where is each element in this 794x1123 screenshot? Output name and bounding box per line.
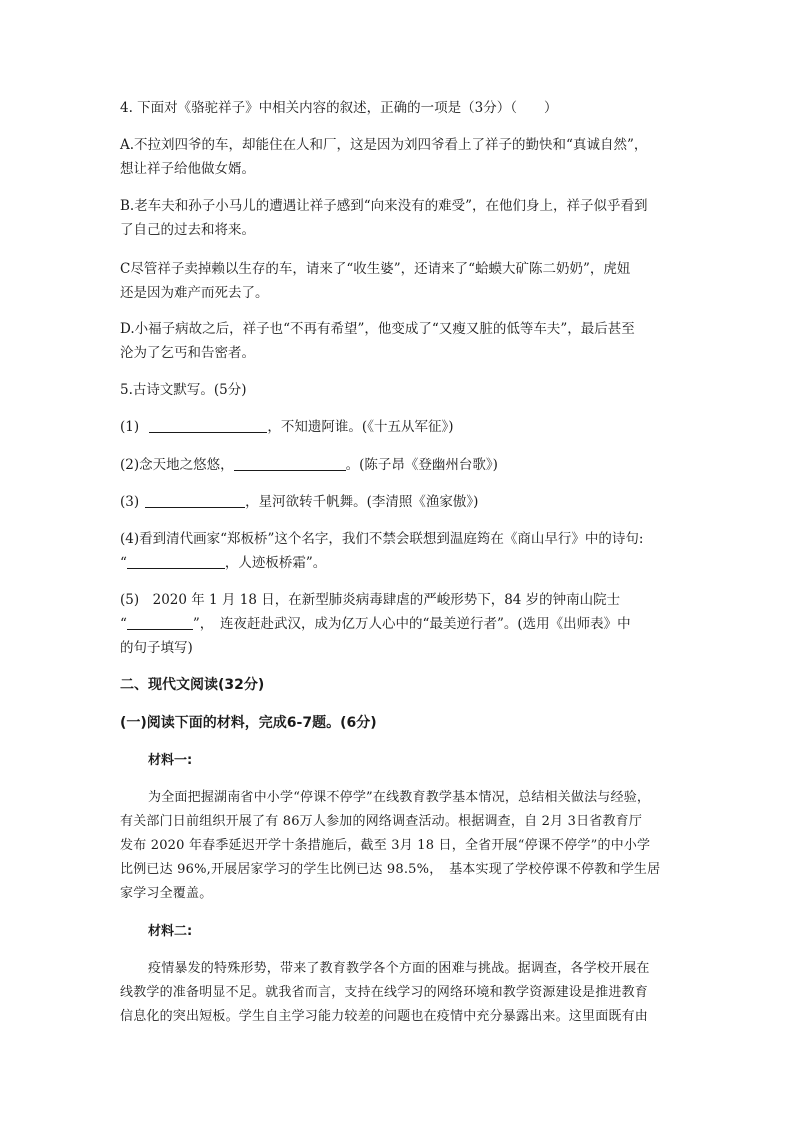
material-1-line1: 为全面把握湖南省中小学“停课不停学”在线教育教学基本情况，总结相关做法与经验，	[148, 790, 651, 805]
q5-item-3-blank[interactable]	[145, 494, 245, 508]
q5-item-4-line1: (4)看到清代画家“郑板桥”这个名字，我们不禁会联想到温庭筠在《商山早行》中的诗句:	[120, 531, 644, 547]
q5-item-5-line3: 的句子填写)	[120, 640, 193, 656]
q5-item-2	[120, 456, 498, 474]
material-1-line2: 有关部门日前组织开展了有 86万人参加的网络调查活动。根据调查，自 2月 3日省教育厅	[120, 814, 643, 829]
q4-stem: 4. 下面对《骆驼祥子》中相关内容的叙述，正确的一项是（3分）（ ）	[120, 100, 558, 116]
q5-item-3	[120, 493, 478, 511]
q4-option-c-line1: C尽管祥子卖掉赖以生存的车，请来了“收生婆”，还请来了“蛤蟆大矿陈二奶奶”，虎妞	[120, 261, 631, 277]
q4-option-a-line1: A.不拉刘四爷的车，却能住在人和厂，这是因为刘四爷看上了祥子的勤快和“真诚自然”，	[120, 137, 648, 153]
q5-item-4-open-quote: “	[120, 555, 127, 571]
q5-item-2-text-before: (2)念天地之悠悠，	[120, 457, 234, 473]
q4-option-b-line2: 了自己的过去和将来。	[120, 222, 255, 238]
q5-item-4-text: ，人迹板桥霜”。	[224, 555, 327, 571]
q5-stem: 5.古诗文默写。(5分)	[120, 382, 247, 398]
q5-item-5-blank[interactable]	[127, 616, 193, 630]
q5-item-1-text: ，不知遗阿谁。(《十五从军征》)	[267, 419, 454, 435]
material-1-line3: 发布 2020 年春季延迟开学十条措施后，截至 3月 18 日，全省开展“停课不停学”的中小学	[120, 838, 651, 853]
q5-item-1-number: (1)	[120, 419, 140, 435]
material-2-line3: 信息化的突出短板。学生自主学习能力较差的问题也在疫情中充分暴露出来。这里面既有由	[120, 1009, 649, 1024]
q5-item-5-open-quote: “	[120, 616, 127, 632]
q4-option-d-line2: 沦为了乞丐和告密者。	[120, 345, 255, 361]
material-1-line5: 家学习全覆盖。	[120, 886, 213, 901]
material-1-line4: 比例已达 96%,开展居家学习的学生比例已达 98.5%， 基本实现了学校停课不停教和学生居	[120, 862, 661, 877]
q4-option-a-line2: 想让祥子给他做女婿。	[120, 161, 255, 177]
q5-item-1-blank[interactable]	[149, 419, 267, 433]
q5-item-5-line1: (5) 2020 年 1 月 18 日，在新型肺炎病毒肆虐的严峻形势下，84 岁的钟南山院士	[120, 592, 621, 608]
material-1-label: 材料一:	[148, 753, 193, 768]
q4-option-c-line2: 还是因为难产而死去了。	[120, 285, 269, 301]
q5-item-3-number: (3)	[120, 494, 140, 510]
q5-item-2-blank[interactable]	[234, 457, 346, 471]
q5-item-3-text: ，星河欲转千帆舞。(李清照《渔家傲》)	[245, 494, 479, 510]
q5-item-2-text-after: 。(陈子昂《登幽州台歌》)	[345, 457, 498, 473]
q4-option-b-line1: B.老车夫和孙子小马儿的遭遇让祥子感到“向来没有的难受”，在他们身上，祥子似乎看到	[120, 198, 648, 214]
q5-item-4-line2	[120, 554, 326, 572]
material-2-line1: 疫情暴发的特殊形势，带来了教育教学各个方面的困难与挑战。据调查，各学校开展在	[148, 961, 650, 976]
q5-item-5-text: ”， 连夜赶赴武汉，成为亿万人心中的“最美逆行者”。(选用《出师表》中	[192, 616, 631, 632]
material-2-line2: 线教学的准备明显不足。就我省而言，支持在线学习的网络环境和教学资源建设是推进教育	[120, 985, 649, 1000]
section-2-subtitle: (一)阅读下面的材料，完成6-7题。(6分)	[120, 715, 377, 731]
q4-option-d-line1: D.小福子病故之后，祥子也“不再有希望”，他变成了“又瘦又脏的低等车夫”，最后甚至	[120, 321, 635, 337]
material-2-label: 材料二:	[148, 924, 193, 939]
q5-item-5-line2	[120, 615, 631, 633]
q5-item-4-blank[interactable]	[127, 555, 225, 569]
section-2-title: 二、现代文阅读(32分)	[120, 677, 265, 693]
q5-item-1	[120, 418, 453, 436]
